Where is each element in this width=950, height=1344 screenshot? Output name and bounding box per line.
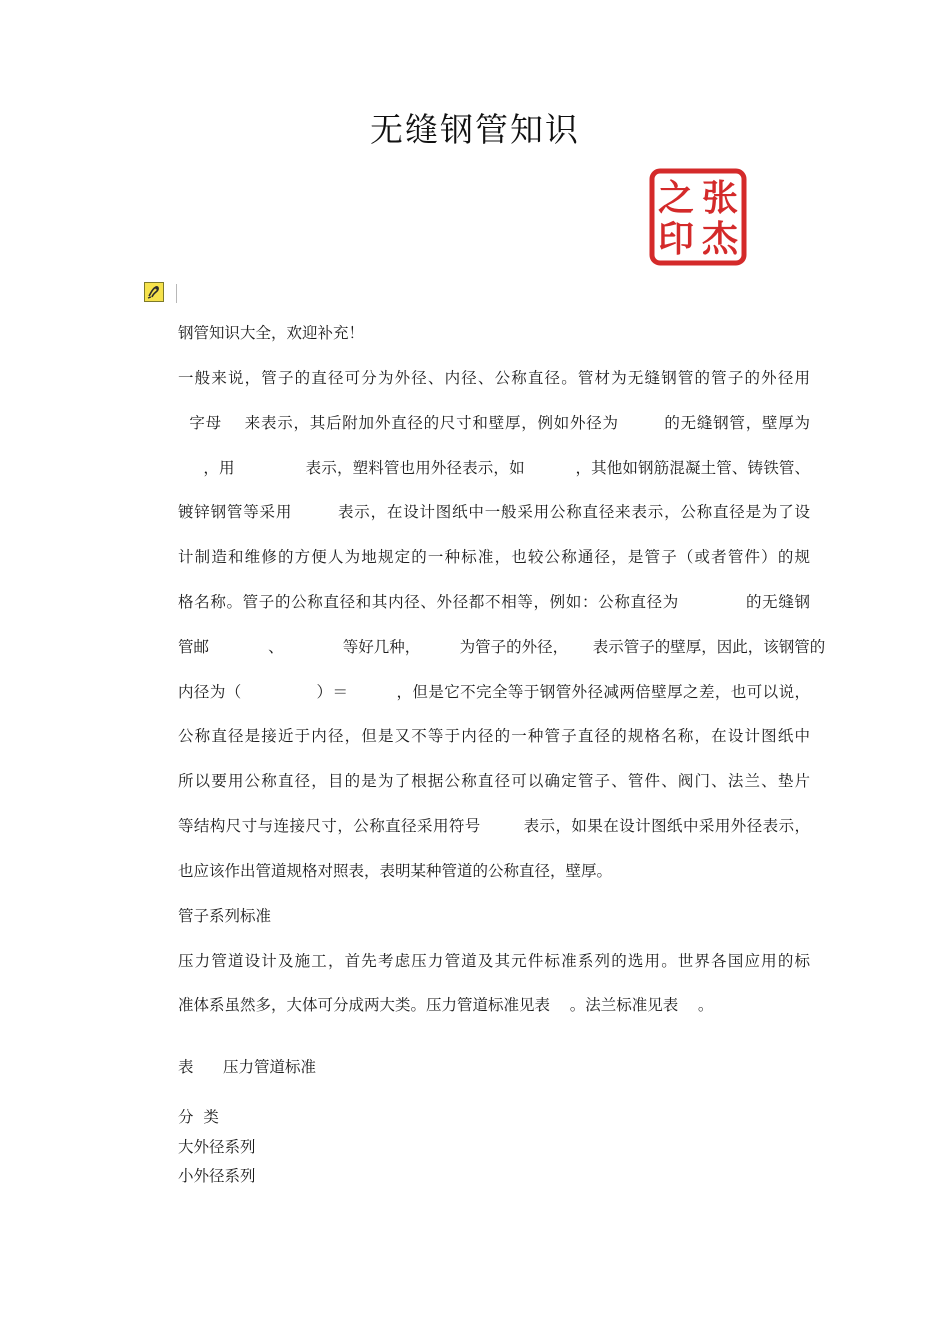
svg-text:之: 之 <box>657 178 695 219</box>
text-cursor <box>176 284 177 303</box>
paragraph-line: 所以要用公称直径，目的是为了根据公称直径可以确定管子、管件、阀门、法兰、垫片 <box>178 772 810 791</box>
seal-stamp <box>648 167 748 267</box>
paragraph-line: 内径为（ ）＝ ，但是它不完全等于钢管外径减两倍壁厚之差，也可以说， <box>178 682 810 701</box>
paragraph-line: 计制造和维修的方便人为地规定的一种标准，也较公称通径，是管子（或者管件）的规 <box>178 548 810 567</box>
table-row: 小外径系列 <box>178 1167 256 1185</box>
paragraph-line: 镀锌钢管等采用 表示，在设计图纸中一般采用公称直径来表示，公称直径是为了设 <box>178 503 810 522</box>
document-title: 无缝钢管知识 <box>370 110 580 149</box>
paragraph-line: 等结构尺寸与连接尺寸，公称直径采用符号 表示，如果在设计图纸中采用外径表示， <box>178 817 810 835</box>
table-caption: 表 压力管道标准 <box>178 1058 317 1076</box>
paragraph-line: 也应该作出管道规格对照表，表明某种管道的公称直径，壁厚。 <box>178 861 613 880</box>
table-row: 分 类 <box>178 1108 219 1126</box>
paragraph-line: 一般来说，管子的直径可分为外径、内径、公称直径。管材为无缝钢管的管子的外径用 <box>178 369 810 387</box>
paragraph-line: 管邮 、 等好几种， 为管子的外径， 表示管子的壁厚，因此，该钢管的 <box>178 637 826 656</box>
intro-line: 钢管知识大全，欢迎补充！ <box>178 324 365 342</box>
svg-text:杰: 杰 <box>701 219 739 260</box>
svg-text:张: 张 <box>701 178 739 219</box>
table-row: 大外径系列 <box>178 1138 256 1156</box>
paragraph-line: 公称直径是接近于内径，但是又不等于内径的一种管子直径的规格名称，在设计图纸中 <box>178 727 810 746</box>
paragraph-line: 准体系虽然多，大体可分成两大类。压力管道标准见表 。法兰标准见表 。 <box>178 996 714 1014</box>
embedded-object-icon[interactable] <box>144 282 164 302</box>
svg-text:印: 印 <box>657 219 695 260</box>
paragraph-line: 字母 来表示，其后附加外直径的尺寸和壁厚，例如外径为 的无缝钢管，壁厚为 <box>178 413 810 432</box>
paragraph-line: 压力管道设计及施工，首先考虑压力管道及其元件标准系列的选用。世界各国应用的标 <box>178 952 810 970</box>
section-heading: 管子系列标准 <box>178 907 272 925</box>
paragraph-line: 格名称。管子的公称直径和其内径、外径都不相等，例如：公称直径为 的无缝钢 <box>178 593 810 611</box>
paragraph-line: ，用 表示，塑料管也用外径表示，如 ，其他如钢筋混凝土管、铸铁管、 <box>178 458 810 477</box>
